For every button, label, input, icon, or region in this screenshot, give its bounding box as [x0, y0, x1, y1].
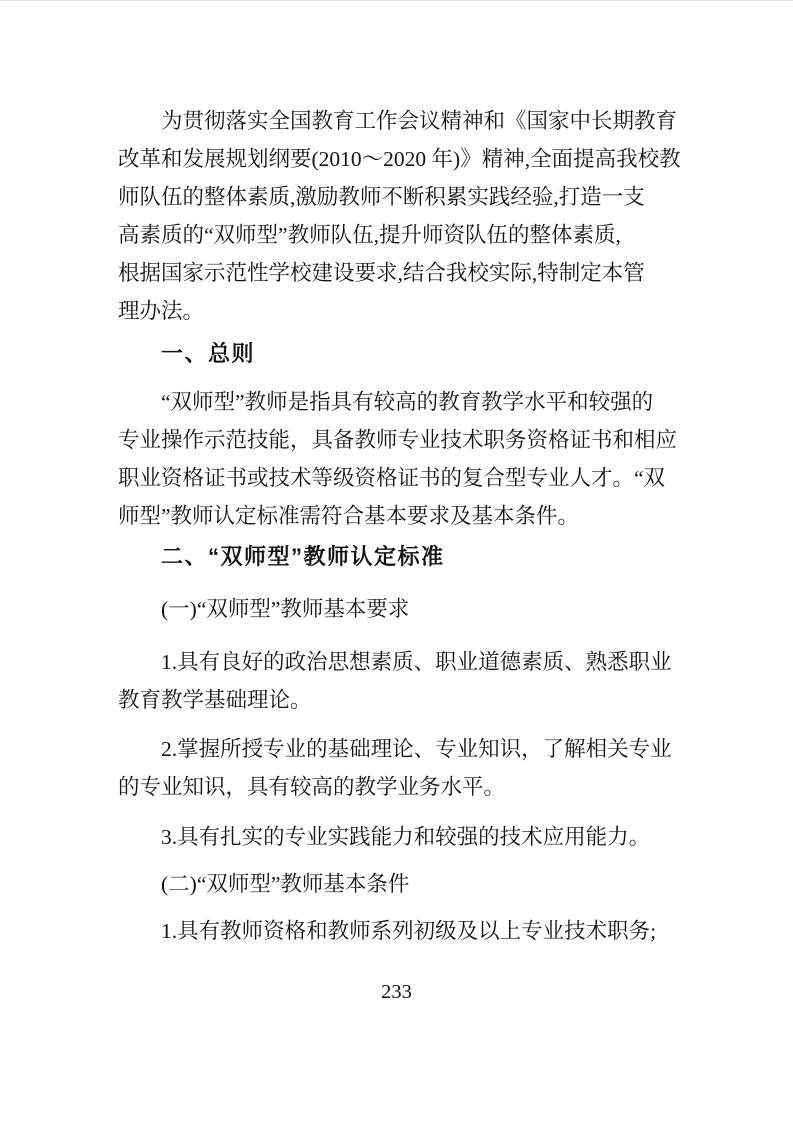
intro-line: 根据国家示范性学校建设要求,结合我校实际,特制定本管 [118, 261, 645, 285]
item-line: 1.具有教师资格和教师系列初级及以上专业技术职务; [161, 919, 657, 943]
intro-line: 高素质的“双师型”教师队伍,提升师资队伍的整体素质, [118, 223, 621, 247]
intro-paragraph [118, 102, 680, 330]
section-2-heading: 二、“双师型”教师认定标准 [161, 544, 445, 569]
section-1-paragraph [118, 383, 680, 535]
page-number: 233 [381, 981, 412, 1003]
paragraph-line: “双师型”教师是指具有较高的教育教学水平和较强的 [161, 390, 654, 414]
requirement-item-1 [118, 643, 680, 719]
item-line: 的专业知识，具有较高的教学业务水平。 [118, 775, 506, 799]
requirement-item-3 [118, 818, 680, 856]
intro-line: 改革和发展规划纲要(2010～2020 年)》精神,全面提高我校教 [118, 147, 681, 171]
paragraph-line: 师型”教师认定标准需符合基本要求及基本条件。 [118, 504, 580, 528]
paragraph-line: 职业资格证书或技术等级资格证书的复合型专业人才。“双 [118, 466, 666, 490]
intro-line: 为贯彻落实全国教育工作会议精神和《国家中长期教育 [161, 109, 678, 133]
section-1-heading: 一、总则 [161, 341, 256, 366]
condition-item-1 [118, 912, 680, 950]
item-line: 3.具有扎实的专业实践能力和较强的技术应用能力。 [161, 825, 651, 849]
requirement-item-2 [118, 730, 680, 806]
item-line: 2.掌握所授专业的基础理论、专业知识，了解相关专业 [161, 737, 672, 761]
item-line: 1.具有良好的政治思想素质、职业道德素质、熟悉职业 [161, 650, 672, 674]
intro-line: 理办法。 [118, 299, 205, 323]
subsection-1-heading: (一)“双师型”教师基本要求 [161, 597, 410, 621]
paragraph-line: 专业操作示范技能，具备教师专业技术职务资格证书和相应 [118, 428, 678, 452]
intro-line: 师队伍的整体素质,激励教师不断积累实践经验,打造一支 [118, 185, 645, 209]
subsection-2-heading: (二)“双师型”教师基本条件 [161, 872, 410, 896]
item-line: 教育教学基础理论。 [118, 688, 312, 712]
